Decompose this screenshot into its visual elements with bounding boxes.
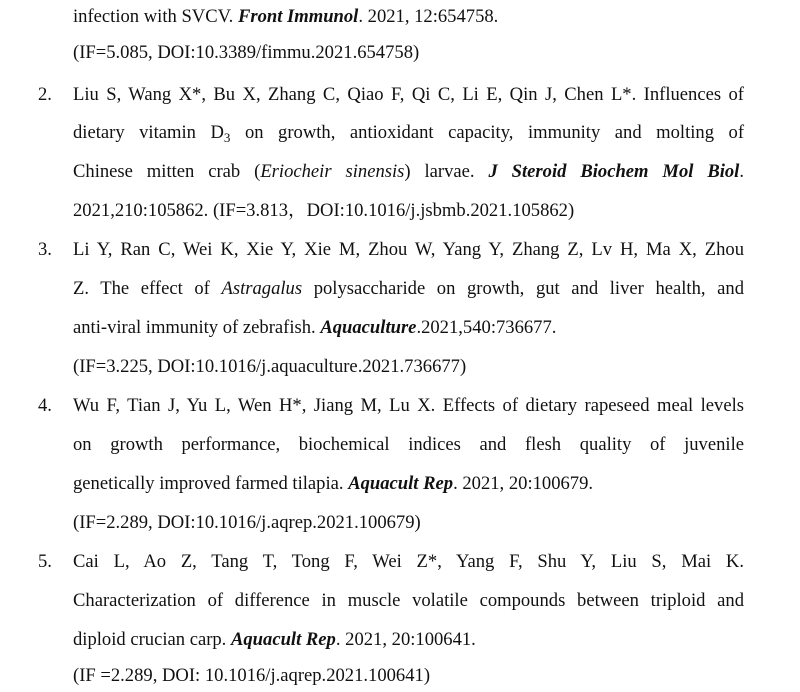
reference-line: Z. The effect of Astragalus polysaccharide on growth, gut and liver health, and [73,278,744,299]
reference-line: Liu S, Wang X*, Bu X, Zhang C, Qiao F, Qi C, Li E, Qin J, Chen L*. Influences of [73,84,744,105]
reference-line: anti-viral immunity of zebrafish. Aquaculture.2021,540:736677. [73,317,557,338]
journal-name: Front Immunol [237,6,359,27]
reference-line: Li Y, Ran C, Wei K, Xie Y, Xie M, Zhou W, Yang Y, Zhang Z, Lv H, Ma X, Zhou [73,239,744,260]
reference-number: 5. [38,551,52,572]
reference-line: dietary vitamin $D_3$ on growth, antioxidant capacity, immunity and molting of [73,122,745,145]
journal-name: Aquacult Rep [348,473,454,494]
reference-doi-line: (IF=5.085, DOI:10.3389/fimmu.2021.654758) [73,42,420,63]
reference-doi-line: 2021,210:105862. (IF=3.813，DOI:10.1016/j.jsbmb.2021.105862) [73,200,575,221]
reference-line: diploid crucian carp. Aquacult Rep. 2021, 20:100641. [73,629,476,650]
reference-number: 3. [38,239,52,260]
reference-line: Characterization of difference in muscle volatile compounds between triploid and [73,590,744,611]
journal-name: Aquaculture [320,317,417,338]
reference-line: genetically improved farmed tilapia. Aquacult Rep. 2021, 20:100679. [73,473,594,494]
species-name: Eriocheir sinensis [260,161,405,182]
reference-doi-line: (IF =2.289, DOI: 10.1016/j.aqrep.2021.100641) [73,665,431,686]
journal-name: Aquacult Rep [230,629,336,650]
reference-line: Chinese mitten crab (Eriocheir sinensis) larvae. J Steroid Biochem Mol Biol. [73,161,745,182]
journal-name: J Steroid Biochem Mol Biol [488,161,740,182]
reference-line: infection with SVCV. Front Immunol. 2021, 12:654758. [73,6,499,27]
reference-line: Wu F, Tian J, Yu L, Wen H*, Jiang M, Lu X. Effects of dietary rapeseed meal levels [73,395,744,416]
reference-number: 2. [38,84,52,105]
reference-doi-line: (IF=2.289, DOI:10.1016/j.aqrep.2021.100679) [73,512,421,533]
reference-doi-line: (IF=3.225, DOI:10.1016/j.aquaculture.2021.736677) [73,356,467,377]
reference-line: Cai L, Ao Z, Tang T, Tong F, Wei Z*, Yang F, Shu Y, Liu S, Mai K. [73,551,744,572]
genus-name: Astragalus [221,278,303,299]
reference-line: on growth performance, biochemical indices and flesh quality of juvenile [73,434,744,455]
reference-number: 4. [38,395,52,416]
